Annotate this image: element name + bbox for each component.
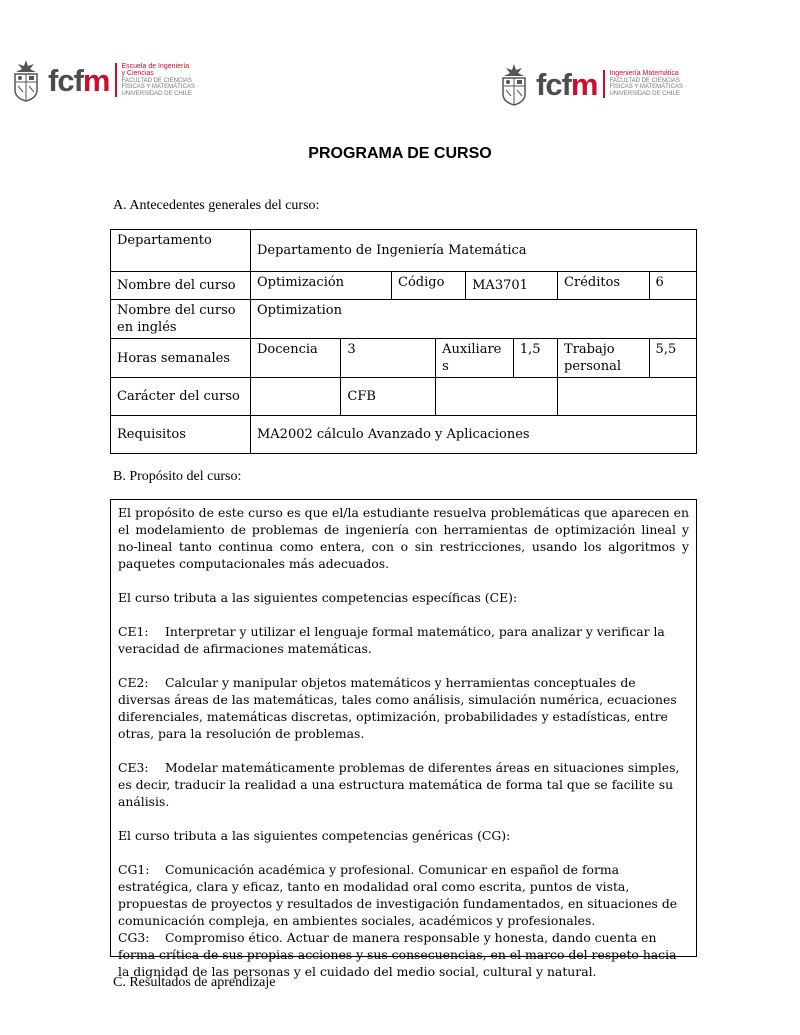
creditos-value: 6	[649, 272, 696, 300]
university-crest-icon	[12, 58, 40, 102]
cg1-item	[118, 861, 689, 929]
caracter-empty-cell	[558, 378, 697, 416]
codigo-label: Código	[392, 272, 466, 300]
fcfm-ingenieria-matematica-logo	[500, 62, 683, 106]
course-info-table	[110, 229, 697, 454]
auxiliares-label: Auxiliare s	[436, 339, 514, 378]
ingles-value: Optimization	[250, 300, 696, 339]
purpose-box	[110, 499, 697, 979]
ingles-label: Nombre del curso en inglés	[111, 300, 251, 339]
docencia-value: 3	[341, 339, 436, 378]
requisitos-value: MA2002 cálculo Avanzado y Aplicaciones	[250, 416, 696, 454]
horas-label: Horas semanales	[111, 339, 251, 378]
ce2-code: CE2:	[118, 675, 149, 690]
logo-line: FACULTAD DE CIENCIAS	[121, 77, 192, 84]
table-row	[111, 300, 697, 339]
section-b-heading: B. Propósito del curso:	[113, 469, 242, 484]
departamento-value: Departamento de Ingeniería Matemática	[250, 230, 696, 272]
creditos-label: Créditos	[558, 272, 650, 300]
logo-line: Escuela de Ingeniería	[121, 62, 190, 70]
ce3-code: CE3:	[118, 760, 149, 775]
logo-caption	[603, 70, 682, 97]
logo-line: Ingeniería Matemática	[609, 70, 679, 78]
ce3-item	[118, 759, 689, 810]
codigo-value: MA3701	[466, 272, 558, 300]
cg-intro: El curso tributa a las siguientes competencias genéricas (CG):	[118, 828, 511, 843]
auxiliares-value: 1,5	[513, 339, 557, 378]
logo-caption	[115, 63, 194, 98]
fcfm-wordmark	[536, 66, 598, 102]
fcfm-text: fcfm	[48, 62, 110, 98]
table-row	[111, 378, 697, 416]
cg3-text: Compromiso ético. Actuar de manera responsable y honesta, dando cuenta en forma crítica de sus propias acciones y sus consecuencias, en el marco del respeto hacia la dignidad de las personas y el cuidado del medio social, cultural y natural.	[118, 930, 677, 979]
university-crest-icon	[500, 62, 528, 106]
section-a-heading: A. Antecedentes generales del curso:	[113, 198, 320, 213]
ce-intro: El curso tributa a las siguientes competencias específicas (CE):	[118, 590, 518, 605]
cg1-text: Comunicación académica y profesional. Comunicar en español de forma estratégica, clara y eficaz, tanto en modalidad oral como escrita, puntos de vista, propuestas de proyectos y resultados de investigación fundamentados, en situaciones de comunicación compleja, en ambientes sociales, académicos y profesionales.	[118, 862, 678, 928]
table-row	[111, 416, 697, 454]
caracter-empty-cell	[436, 378, 558, 416]
fcfm-escuela-logo	[12, 58, 195, 102]
table-row	[111, 339, 697, 378]
caracter-label: Carácter del curso	[111, 378, 251, 416]
logo-line: FÍSICAS Y MATEMÁTICAS	[121, 84, 195, 91]
trabajo-label: Trabajo personal	[558, 339, 650, 378]
caracter-value: CFB	[341, 378, 436, 416]
docencia-label: Docencia	[250, 339, 340, 378]
logo-line: y Ciencias	[121, 70, 154, 78]
departamento-label: Departamento	[111, 230, 251, 272]
cg3-code: CG3:	[118, 930, 150, 945]
fcfm-text: fcfm	[536, 66, 598, 102]
caracter-empty-cell	[250, 378, 340, 416]
requisitos-label: Requisitos	[111, 416, 251, 454]
ce2-text: Calcular y manipular objetos matemáticos y herramientas conceptuales de diversas áreas de las matemáticas, tales como análisis, simulación numérica, ecuaciones diferenciales, matemáticas discretas, optimización, probabilidades y estadísticas, entre otras, para la resolución de problemas.	[118, 675, 677, 741]
trabajo-value: 5,5	[649, 339, 696, 378]
ce1-code: CE1:	[118, 624, 149, 639]
page-title: PROGRAMA DE CURSO	[308, 145, 492, 162]
fcfm-wordmark	[48, 62, 110, 98]
ce2-item	[118, 674, 689, 742]
section-c-heading: C. Resultados de aprendizaje	[113, 975, 276, 990]
ce1-text: Interpretar y utilizar el lenguaje formal matemático, para analizar y verificar la veracidad de afirmaciones matemáticas.	[118, 624, 665, 656]
table-row	[111, 272, 697, 300]
table-row	[111, 230, 697, 272]
nombre-value: Optimización	[250, 272, 391, 300]
ce3-text: Modelar matemáticamente problemas de diferentes áreas en situaciones simples, es decir, traducir la realidad a una estructura matemática de forma tal que se facilite su análisis.	[118, 760, 680, 809]
purpose-intro: El propósito de este curso es que el/la estudiante resuelva problemáticas que aparecen en el modelamiento de problemas de ingeniería con herramientas de optimización lineal y no-lineal tanto continua como entera, con o sin restricciones, usando los algoritmos y paquetes computacionales más adecuados.	[118, 505, 689, 571]
logo-line: UNIVERSIDAD DE CHILE	[121, 90, 192, 97]
ce1-item	[118, 623, 689, 657]
logo-line: FÍSICAS Y MATEMÁTICAS	[609, 84, 683, 91]
cg1-code: CG1:	[118, 862, 150, 877]
logo-line: FACULTAD DE CIENCIAS	[609, 77, 680, 84]
cg3-item	[118, 929, 689, 980]
logo-line: UNIVERSIDAD DE CHILE	[609, 91, 680, 98]
nombre-label: Nombre del curso	[111, 272, 251, 300]
